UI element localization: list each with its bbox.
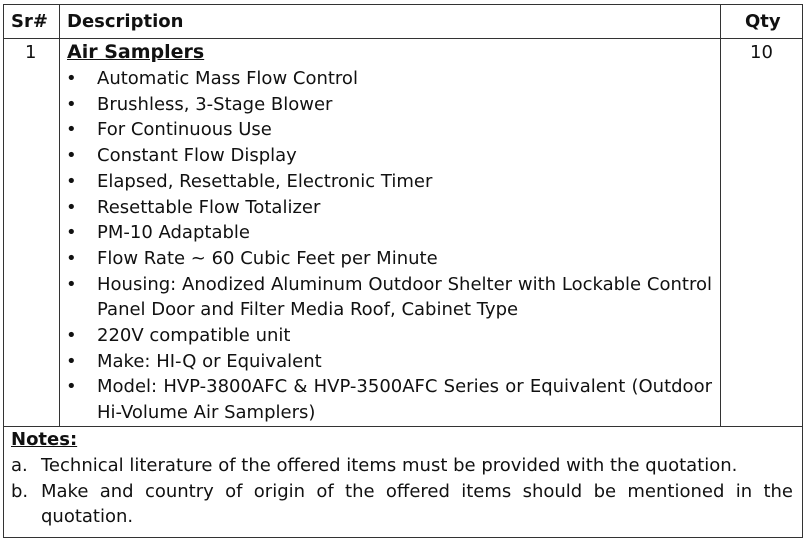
row-qty: 10: [750, 42, 773, 63]
spec-item: • 220V compatible unit: [66, 323, 712, 349]
header-sr: Sr#: [11, 11, 48, 32]
col-divider-sr: [59, 4, 60, 427]
header-qty: Qty: [745, 11, 781, 32]
header-description: Description: [67, 11, 184, 32]
note-text: Make and country of origin of the offered items should be mentioned in the quotation.: [41, 480, 793, 528]
notes-list: [11, 453, 793, 530]
note-item: [11, 453, 793, 479]
spec-item: • Resettable Flow Totalizer: [66, 195, 712, 221]
spec-item: • Make: HI-Q or Equivalent: [66, 349, 712, 375]
note-marker: b.: [11, 480, 29, 502]
spec-list: [66, 66, 712, 426]
spec-item: • Model: HVP-3800AFC & HVP-3500AFC Series or Equivalent (Outdoor Hi-Volume Air Samplers): [66, 374, 712, 425]
row-sr: 1: [25, 42, 37, 63]
spec-item: • Constant Flow Display: [66, 143, 712, 169]
item-title: Air Samplers: [67, 41, 205, 63]
spec-item: • Housing: Anodized Aluminum Outdoor Shelter with Lockable Control Panel Door and Filter Media Roof, Cabinet Type: [66, 272, 712, 323]
header-row-divider: [3, 38, 803, 39]
notes-divider: [3, 426, 803, 427]
note-text: Technical literature of the offered items must be provided with the quotation.: [41, 455, 738, 476]
notes-title: Notes:: [11, 429, 78, 450]
spec-item: • Brushless, 3-Stage Blower: [66, 92, 712, 118]
spec-item: • For Continuous Use: [66, 117, 712, 143]
spec-item: • PM-10 Adaptable: [66, 220, 712, 246]
note-marker: a.: [11, 455, 28, 476]
spec-item: • Flow Rate ~ 60 Cubic Feet per Minute: [66, 246, 712, 272]
note-item: [11, 479, 793, 530]
spec-item: • Elapsed, Resettable, Electronic Timer: [66, 169, 712, 195]
col-divider-qty: [720, 4, 721, 427]
spec-item: • Automatic Mass Flow Control: [66, 66, 712, 92]
